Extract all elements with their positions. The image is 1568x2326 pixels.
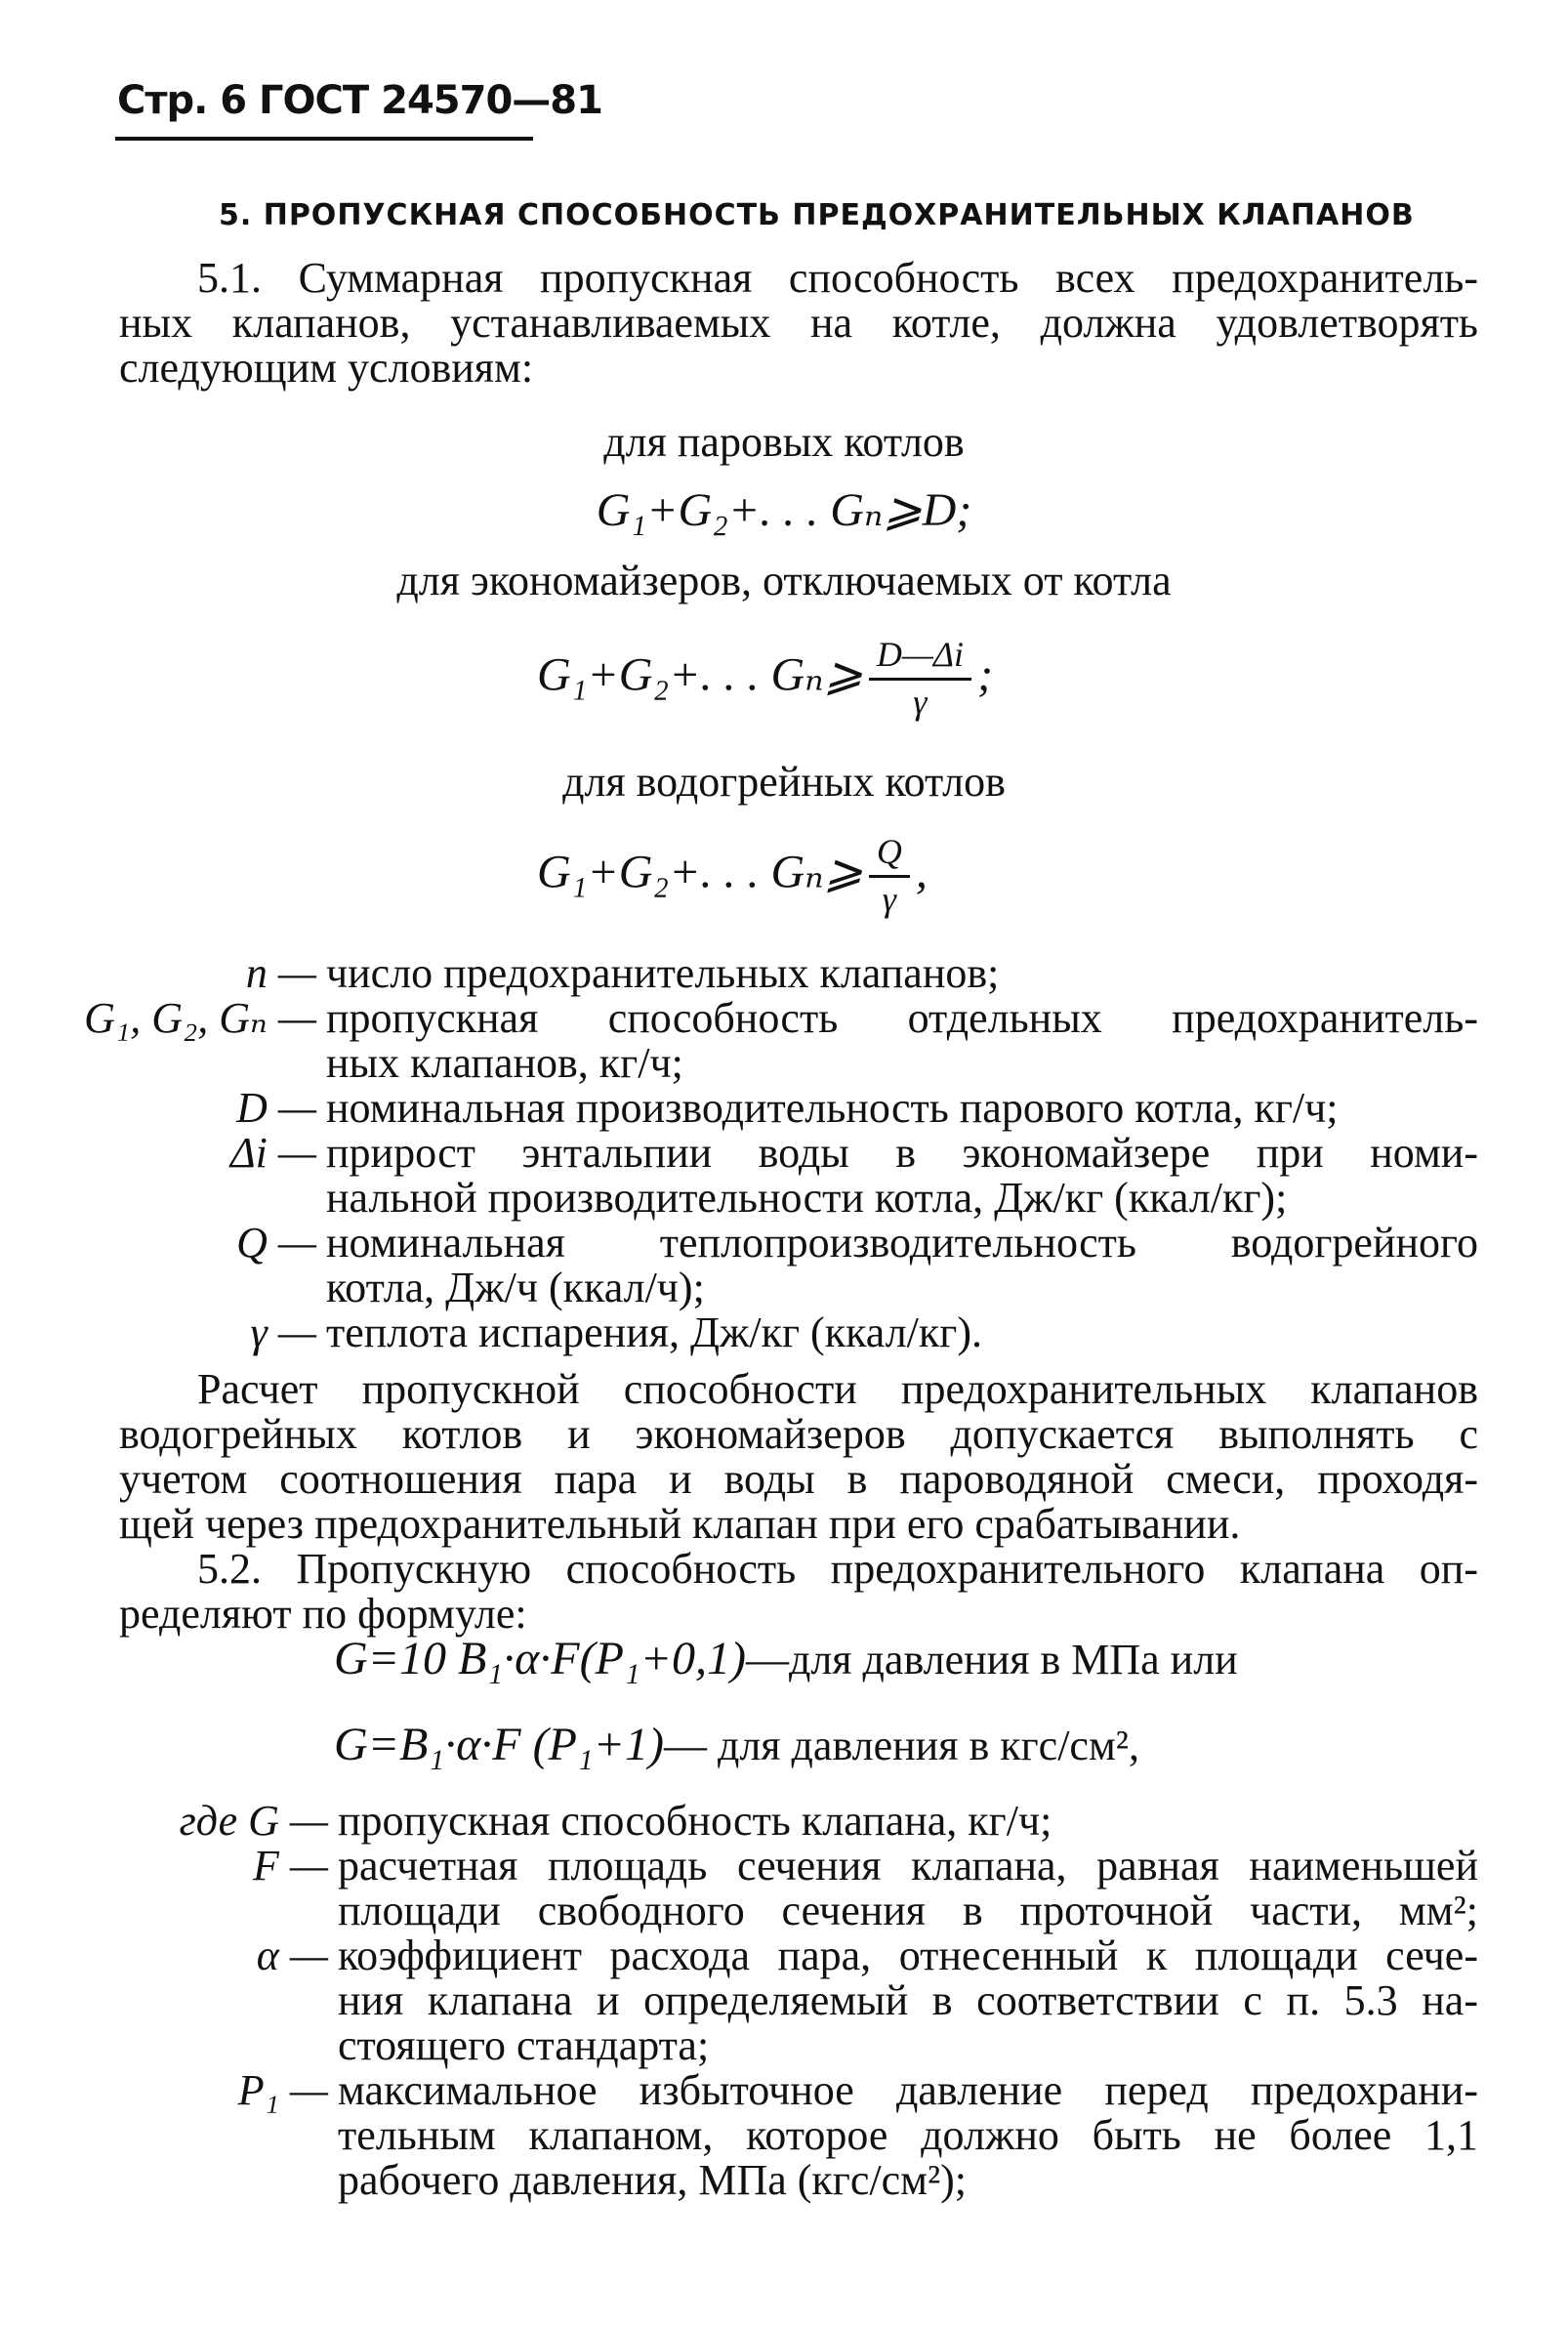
paragraph-line: следующим условиям: — [119, 344, 534, 392]
paragraph-5-2 — [119, 1547, 1478, 1637]
definition-text: тельным клапаном, которое должно быть не более 1,1 — [338, 2111, 1478, 2159]
paragraph-line: водогрейных котлов и экономайзеров допускается выполнять с — [119, 1410, 1478, 1458]
page-header: Стр. 6 ГОСТ 24570—81 — [117, 78, 602, 123]
definition-symbol: где G — — [179, 1797, 328, 1845]
definition-symbol: α — — [256, 1931, 328, 1979]
definition-text: рабочего давления, МПа (кгс/см²); — [338, 2156, 968, 2204]
paragraph-line: щей через предохранительный клапан при его срабатывании. — [119, 1500, 1241, 1548]
paragraph-line: Расчет пропускной способности предохранительных клапанов — [197, 1365, 1478, 1413]
definition-text: пропускная способность клапана, кг/ч; — [338, 1797, 1052, 1845]
formula-tail: , — [915, 846, 928, 898]
definition-symbol: Δi — — [229, 1129, 316, 1177]
definition-symbol: D — — [236, 1084, 316, 1132]
section-title: 5. ПРОПУСКНАЯ СПОСОБНОСТЬ ПРЕДОХРАНИТЕЛЬНЫХ КЛАПАНОВ — [219, 198, 1415, 232]
formula-mpa — [334, 1633, 1238, 1684]
fraction — [869, 832, 910, 921]
formula-description: — для давления в кгс/см², — [663, 1722, 1139, 1769]
condition-water-label: для водогрейных котлов — [562, 758, 1006, 806]
definition-text: число предохранительных клапанов; — [326, 949, 1000, 997]
formula-lhs: G₁+G₂+. . . Gₙ⩾ — [537, 846, 863, 898]
definition-text: нальной производительности котла, Дж/кг (ккал/кг); — [326, 1174, 1288, 1222]
fraction-denominator: γ — [882, 880, 896, 919]
definition-text: ния клапана и определяемый в соответствии с п. 5.3 на- — [338, 1976, 1478, 2024]
fraction — [869, 635, 971, 724]
formula-lhs: G₁+G₂+. . . Gₙ⩾ — [537, 648, 863, 701]
formula-description: —для давления в МПа или — [745, 1636, 1238, 1683]
paragraph-5-1 — [119, 256, 1478, 391]
definition-symbol: n — — [245, 949, 316, 997]
definition-text: теплота испарения, Дж/кг (ккал/кг). — [326, 1308, 982, 1356]
condition-steam-label: для паровых котлов — [603, 418, 965, 466]
formula-tail: ; — [976, 648, 993, 701]
definition-text: максимальное избыточное давление перед предохрани- — [338, 2066, 1478, 2114]
header-rule — [115, 137, 533, 141]
fraction-numerator: Q — [869, 832, 910, 878]
definition-text: прирост энтальпии воды в экономайзере при номи- — [326, 1129, 1478, 1177]
paragraph-line: 5.2. Пропускную способность предохранительного клапана оп- — [197, 1545, 1478, 1593]
paragraph-line: 5.1. Суммарная пропускная способность всех предохранитель- — [197, 254, 1478, 302]
definition-symbol: Q — — [236, 1219, 316, 1267]
condition-economizer-label: для экономайзеров, отключаемых от котла — [396, 557, 1172, 604]
definition-text: пропускная способность отдельных предохранитель- — [326, 994, 1478, 1042]
definition-text: котла, Дж/ч (ккал/ч); — [326, 1264, 705, 1311]
definition-text: коэффициент расхода пара, отнесенный к площади сече- — [338, 1931, 1478, 1979]
definition-symbol: F — — [253, 1842, 328, 1890]
paragraph-line: ределяют по формуле: — [119, 1590, 527, 1638]
formula-expression: G=B₁·α·F (P₁+1) — [334, 1719, 664, 1770]
definition-text: номинальная теплопроизводительность водогрейного — [326, 1219, 1478, 1267]
paragraph-line: ных клапанов, устанавливаемых на котле, должна удовлетворять — [119, 299, 1478, 347]
definition-symbol: γ — — [250, 1308, 316, 1356]
formula-kgs — [334, 1719, 1139, 1770]
fraction-denominator: γ — [913, 683, 928, 722]
paragraph-line: учетом соотношения пара и воды в пароводяной смеси, проходя- — [119, 1455, 1478, 1503]
definition-text: стоящего стандарта; — [338, 2021, 710, 2069]
definition-text: площади свободного сечения в проточной части, мм²; — [338, 1887, 1478, 1934]
definition-symbol: P₁ — — [237, 2066, 328, 2114]
fraction-numerator: D—Δi — [869, 635, 971, 681]
definition-symbol: G₁, G₂, Gₙ — — [84, 994, 316, 1042]
formula-water — [537, 832, 928, 921]
formula-steam: G₁+G₂+. . . Gₙ⩾D; — [596, 484, 972, 536]
definition-text: номинальная производительность парового котла, кг/ч; — [326, 1084, 1339, 1132]
definition-text: ных клапанов, кг/ч; — [326, 1039, 683, 1087]
formula-economizer — [537, 635, 993, 724]
paragraph-calculation — [119, 1367, 1478, 1547]
definition-text: расчетная площадь сечения клапана, равная наименьшей — [338, 1842, 1478, 1890]
formula-expression: G=10 B₁·α·F(P₁+0,1) — [334, 1633, 746, 1684]
